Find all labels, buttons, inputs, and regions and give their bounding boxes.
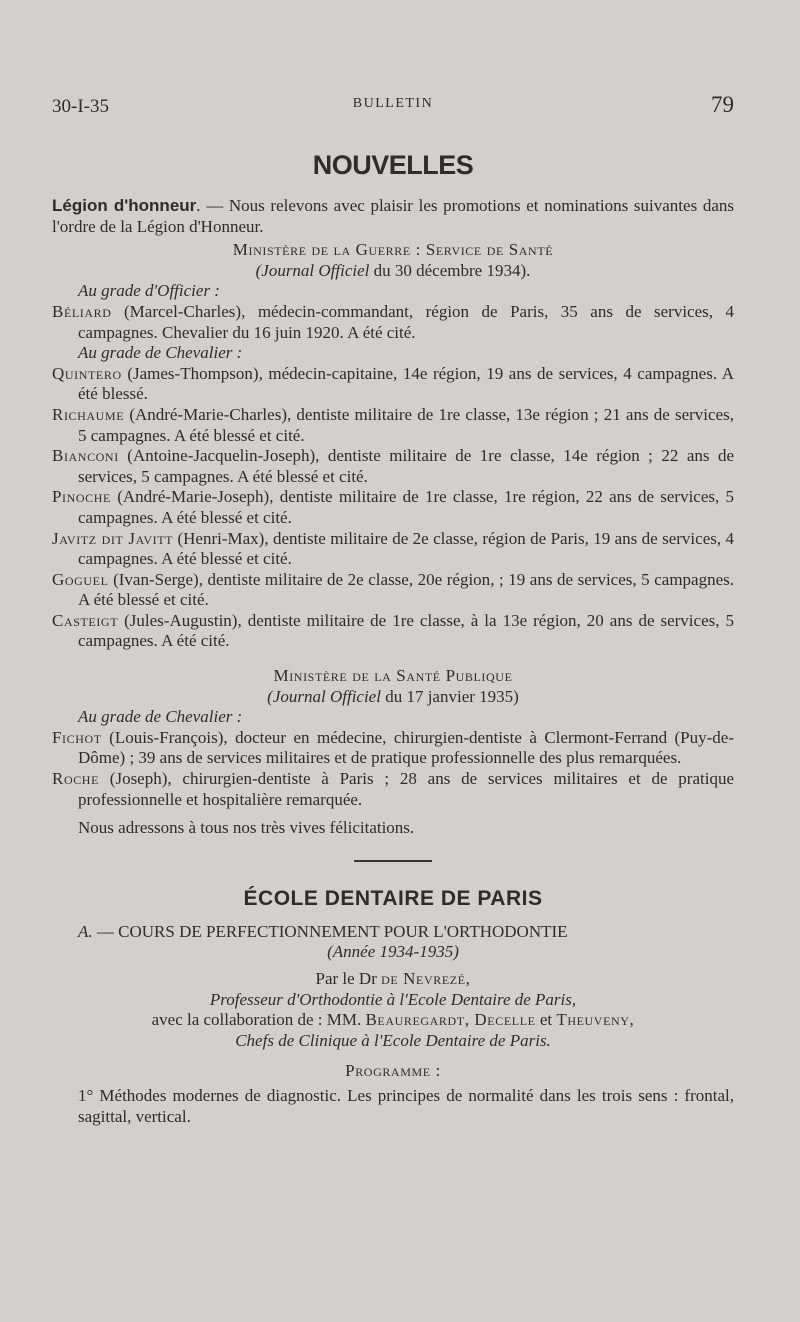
running-title: BULLETIN [352, 96, 434, 111]
section-heading-ecole: ÉCOLE DENTAIRE DE PARIS [243, 886, 543, 910]
programme-item: 1° Méthodes modernes de diagnostic. Les principes de normalité dans les trois sens : frontal, sagittal, vertical. [78, 1085, 734, 1126]
list-item: Fichot (Louis-François), docteur en médecine, chirurgien-dentiste à Clermont-Ferrand (Puy-de-Dôme) ; 39 ans de services militaires et de pratique professionnelle des plus remarquées. [52, 727, 734, 768]
grade-chevalier: Au grade de Chevalier : [78, 343, 243, 363]
lead-paragraph [52, 196, 734, 237]
collaborators-role: Chefs de Clinique à l'Ecole Dentaire de Paris. [235, 1030, 551, 1050]
instructor-role: Professeur d'Orthodontie à l'Ecole Dentaire de Paris, [209, 989, 577, 1009]
list-item: Casteigt (Jules-Augustin), dentiste militaire de 1re classe, à la 13e région, 20 ans de services, 5 campagnes. A été cité. [52, 610, 734, 651]
closing-line: Nous adressons à tous nos très vives félicitations. [78, 818, 415, 838]
course-title: A. — COURS DE PERFECTIONNEMENT POUR L'ORTHODONTIE [78, 921, 568, 941]
chevalier-list [52, 364, 734, 652]
list-item: Javitz dit Javitt (Henri-Max), dentiste militaire de 2e classe, région de Paris, 19 ans de services, 4 campagnes. A été blessé et cité. [52, 528, 734, 569]
journal-ref-guerre: (Journal Officiel du 30 décembre 1934). [255, 260, 531, 280]
issue-date: 30-I-35 [52, 96, 109, 117]
grade-officier: Au grade d'Officier : [78, 281, 220, 301]
list-item: Goguel (Ivan-Serge), dentiste militaire de 2e classe, 20e région, ; 19 ans de services, 5 campagnes. A été blessé et cité. [52, 569, 734, 610]
list-item: Pinoche (André-Marie-Joseph), dentiste militaire de 1re classe, 1re région, 22 ans de services, 5 campagnes. A été blessé et cité. [52, 487, 734, 527]
ministry-sante: Ministère de la Santé Publique [273, 666, 513, 686]
page-number: 79 [711, 92, 734, 117]
list-item: Richaume (André-Marie-Charles), dentiste militaire de 1re classe, 13e région ; 21 ans de services, 5 campagnes. A été blessé et cité. [52, 404, 734, 445]
journal-ref-sante: (Journal Officiel du 17 janvier 1935) [267, 686, 519, 706]
list-item: Béliard (Marcel-Charles), médecin-commandant, région de Paris, 35 ans de services, 4 campagnes. Chevalier du 16 juin 1920. A été cité. [52, 301, 734, 342]
course-collaborators: avec la collaboration de : MM. Beauregardt, Decelle et Theuveny, [151, 1010, 635, 1030]
grade-chevalier-sante: Au grade de Chevalier : [78, 707, 243, 727]
programme-heading: Programme : [345, 1061, 441, 1081]
officier-list [52, 302, 734, 343]
page-content [52, 148, 734, 1127]
list-item: Quintero (James-Thompson), médecin-capitaine, 14e région, 19 ans de services, 4 campagnes. A été blessé. [52, 363, 734, 404]
chevalier-list-sante [52, 728, 734, 810]
lead-text: . — Nous relevons avec plaisir les promotions et nominations suivantes dans l'ordre de la Légion d'Honneur. [52, 196, 735, 236]
section-divider [354, 860, 432, 862]
page-header [52, 92, 734, 122]
course-year: (Année 1934-1935) [327, 942, 459, 962]
course-instructor: Par le Dr de Nevrezé, [315, 969, 471, 988]
list-item: Bianconi (Antoine-Jacquelin-Joseph), dentiste militaire de 1re classe, 14e région ; 22 ans de services, 5 campagnes. A été blessé et cité. [52, 446, 734, 486]
lead-term: Légion d'honneur [52, 196, 197, 215]
section-heading-nouvelles: NOUVELLES [312, 150, 474, 180]
ministry-guerre: Ministère de la Guerre : Service de Santé [232, 240, 554, 260]
list-item: Roche (Joseph), chirurgien-dentiste à Paris ; 28 ans de services militaires et de pratique professionnelle et hospitalière remarquée. [52, 769, 734, 809]
